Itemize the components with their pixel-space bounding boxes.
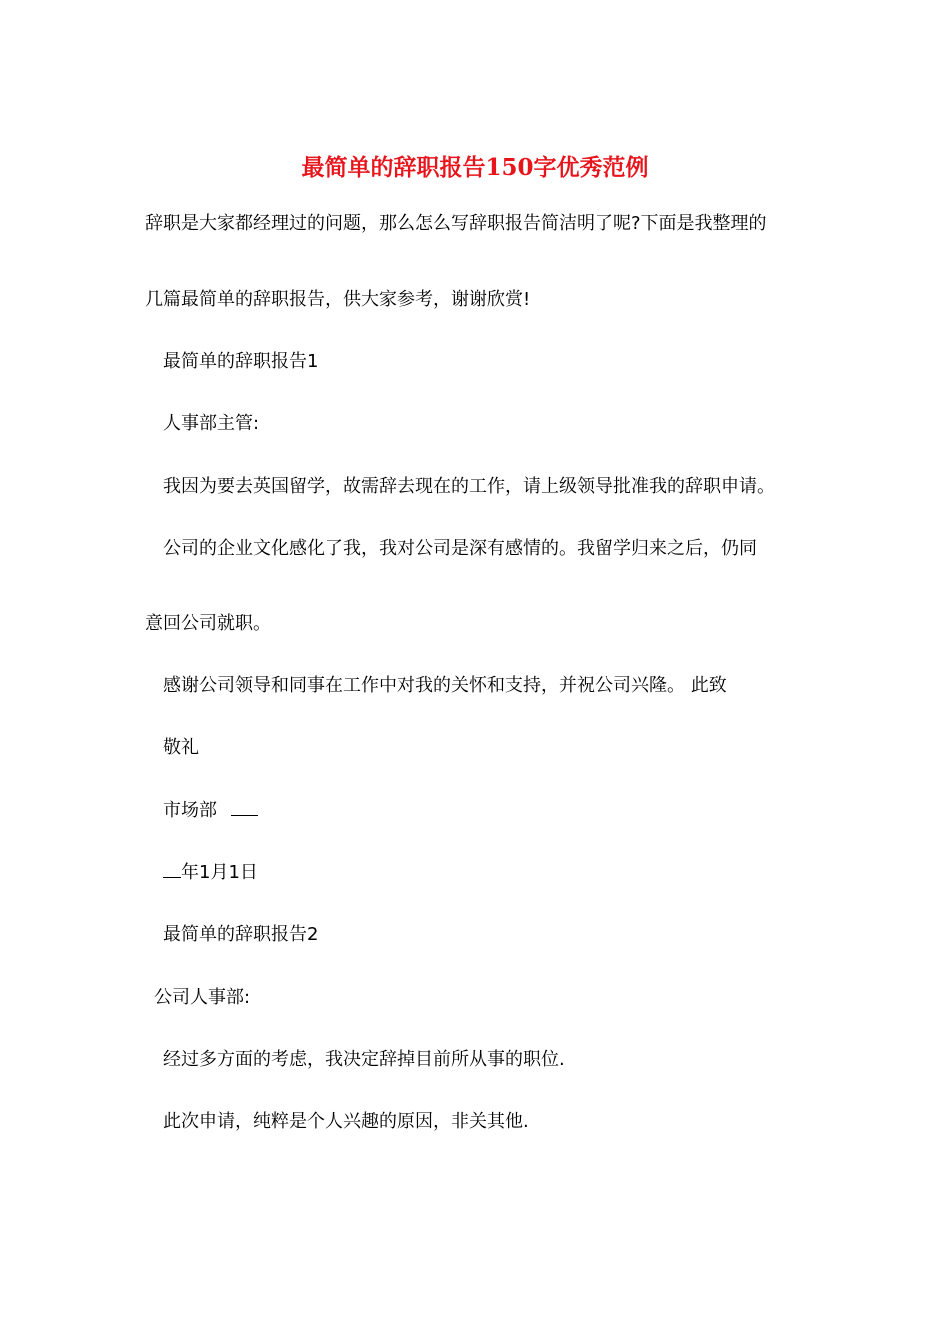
intro-line-2: 几篇最简单的辞职报告，供大家参考，谢谢欣赏!	[145, 289, 531, 310]
letter-1-paragraph-1: 我因为要去英国留学，故需辞去现在的工作，请上级领导批准我的辞职申请。	[163, 476, 775, 497]
document-title: 最简单的辞职报告150字优秀范例	[301, 154, 649, 181]
letter-2-paragraph-1: 经过多方面的考虑，我决定辞掉目前所从事的职位.	[163, 1049, 565, 1070]
letter-1-paragraph-2-line-2: 意回公司就职。	[145, 613, 271, 634]
letter-2-paragraph-2: 此次申请，纯粹是个人兴趣的原因，非关其他.	[163, 1111, 529, 1132]
letter-2-heading: 最简单的辞职报告2	[163, 924, 319, 945]
letter-1-date-line	[163, 860, 258, 886]
date-blank-line	[163, 860, 181, 878]
letter-1-closing: 敬礼	[163, 737, 199, 758]
letter-1-paragraph-3: 感谢公司领导和同事在工作中对我的关怀和支持，并祝公司兴隆。 此致	[163, 675, 727, 696]
letter-1-heading: 最简单的辞职报告1	[163, 351, 319, 372]
signature-blank-line	[231, 798, 258, 816]
letter-1-date: 年1月1日	[181, 862, 258, 883]
letter-2-salutation: 公司人事部:	[154, 987, 251, 1008]
intro-line-1: 辞职是大家都经理过的问题，那么怎么写辞职报告简洁明了呢?下面是我整理的	[145, 213, 767, 234]
letter-1-signature: 市场部	[163, 800, 217, 821]
letter-1-salutation: 人事部主管:	[163, 413, 260, 434]
letter-1-signature-line	[163, 798, 258, 824]
letter-1-paragraph-2-line-1: 公司的企业文化感化了我，我对公司是深有感情的。我留学归来之后，仍同	[163, 538, 757, 559]
